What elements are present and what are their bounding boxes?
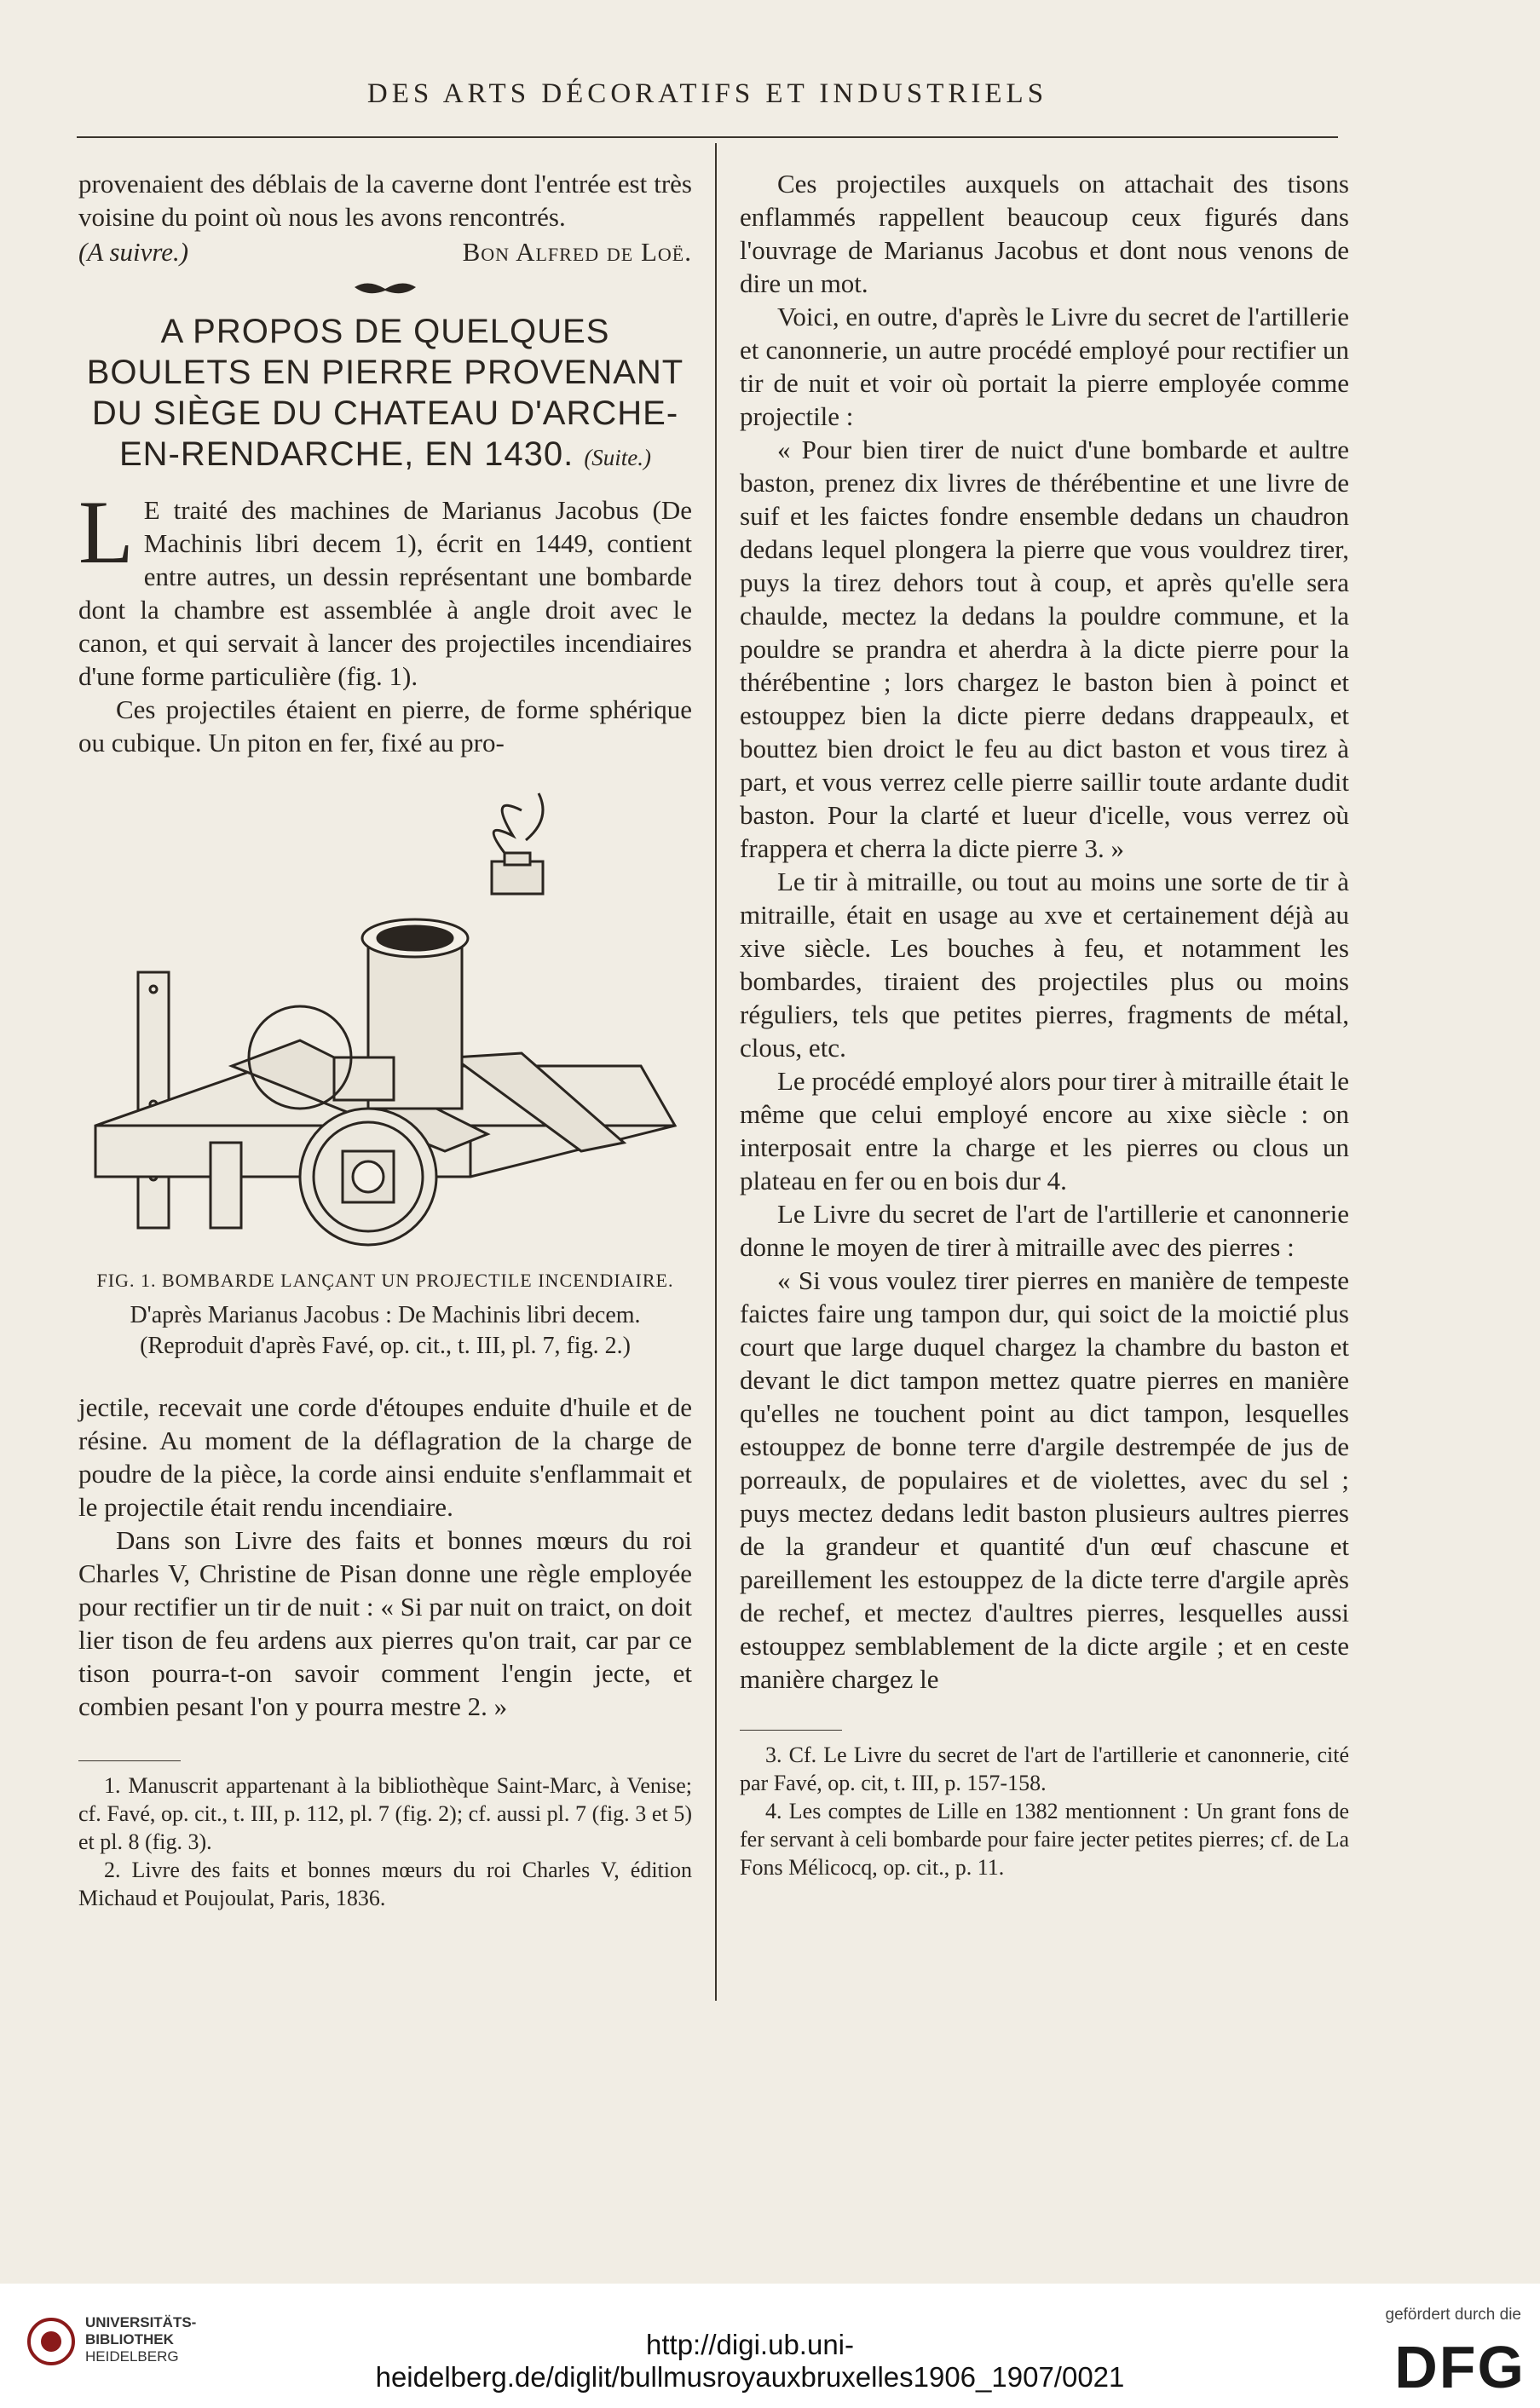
library-line-3: HEIDELBERG: [85, 2348, 179, 2365]
footnote-2: 2. Livre des faits et bonnes mœurs du roi Charles V, édition Michaud et Poujoulat, Paris, 1836.: [78, 1858, 692, 1910]
paragraph-1: [78, 482, 692, 693]
paragraph-3: jectile, recevait une corde d'étoupes enduite d'huile et de résine. Au moment de la déflagration de la charge de poudre de la pièce, la corde ainsi enduite s'enflammait et le projectile était rendu incendiaire.: [78, 1392, 692, 1522]
figure-1: [78, 776, 692, 1362]
library-name: [85, 2314, 256, 2365]
paragraph-2: Ces projectiles étaient en pierre, de forme sphérique ou cubique. Un piton en fer, fixé au pro-: [78, 694, 692, 758]
footnotes-right: [740, 1741, 1349, 1881]
right-paragraph-5: Le procédé employé alors pour tirer à mitraille était le même que celui employé encore au xixe siècle : on interposait entre la charge et les pierres ou clous un plateau en fer ou en bois dur 4.: [740, 1066, 1349, 1195]
to-be-continued: (A suivre.): [78, 237, 189, 267]
footnote-rule: [78, 1760, 181, 1761]
author-signature: Bon Alfred de Loë.: [462, 237, 692, 267]
article-title-suite: (Suite.): [584, 445, 652, 470]
column-divider: [715, 143, 717, 2001]
source-url-link[interactable]: http://digi.ub.uni-heidelberg.de/diglit/bullmusroyauxbruxelles1906_1907/0021: [375, 2329, 1125, 2393]
library-line-1: UNIVERSITÄTS-: [85, 2314, 197, 2330]
article-title: [78, 311, 692, 478]
ornament-icon: [78, 274, 692, 297]
article-title-text: A PROPOS DE QUELQUES BOULETS EN PIERRE PROVENANT DU SIÈGE DU CHATEAU D'ARCHE-EN-RENDARCHE, EN 1430.: [86, 313, 684, 473]
right-paragraph-2: Voici, en outre, d'après le Livre du secret de l'artillerie et canonnerie, un autre procédé employé pour rectifier un tir de nuit et voir où portait la pierre employée comme projectile :: [740, 302, 1349, 431]
bombarde-illustration: [78, 776, 692, 1253]
drop-cap: L: [78, 482, 134, 582]
signature-line: [78, 235, 692, 268]
paragraph-4: Dans son Livre des faits et bonnes mœurs du roi Charles V, Christine de Pisan donne une règle employée pour rectifier un tir de nuit : « Si par nuit on traict, on doit lier tison de feu ardens aux pierres qu'on trait, car par ce tison pourra-t-on savoir comment l'engin jecte, et combien pesant l'on y pourra mestre 2. »: [78, 1525, 692, 1721]
library-line-2: BIBLIOTHEK: [85, 2331, 174, 2348]
figure-caption-title: FIG. 1. BOMBARDE LANÇANT UN PROJECTILE INCENDIAIRE.: [96, 1270, 674, 1291]
footnotes-left: [78, 1771, 692, 1912]
paragraph-1-text: E traité des machines de Marianus Jacobus (De Machinis libri decem 1), écrit en 1449, contient entre autres, un dessin représentant une bombarde dont la chambre est assemblée à angle droit avec le canon, et qui servait à lancer des projectiles incendiaires d'une forme particulière (fig. 1).: [78, 495, 692, 691]
right-column: [740, 167, 1349, 1881]
right-paragraph-3: « Pour bien tirer de nuict d'une bombarde et aultre baston, prenez dix livres de thérébentine et une livre de suif et les faictes fondre ensemble dedans un chaudron dedans lequel plongera la pierre que vous vouldrez tirer, puys la tirez dehors tout à coup, et après qu'elle sera chaulde, mectez la dedans la pouldre commune, et la pouldre se prandra et aherdra à la dicte pierre pour la thérébentine ; lors chargez le baston bien à poinct et estouppez bien la dicte pierre dedans drappeaulx, et bouttez bien droict le feu au dict baston et vous tirez à part, et vous verrez celle pierre saillir toute ardante dudit baston. Pour la clarté et lueur d'icelle, vous verrez où frappera et cherra la dicte pierre 3. »: [740, 435, 1349, 863]
right-paragraph-4: Le tir à mitraille, ou tout au moins une sorte de tir à mitraille, était en usage au xve et certainement déjà au xive siècle. Les bouches à feu, et notamment les bombardes, tiraient des projectiles plus ou moins réguliers, tels que petites pierres, fragments de métal, clous, etc.: [740, 867, 1349, 1063]
footnote-rule-right: [740, 1730, 842, 1731]
right-paragraph-7: « Si vous voulez tirer pierres en manière de tempeste faictes faire ung tampon dur, qui soict de la moictié plus court que large duquel chargez la chambre du baston et devant le dict tampon mettez quatre pierres en manière qu'elles ne touchent point au dict tampon, lesquelles estouppez de bonne terre d'argile destrempée de jus de porreaulx, de populaires et de violettes, avec du sel ; puys mectez dedans ledit baston plusieurs aultres pierres de la grandeur et quantité d'un œuf chascune et pareillement les estouppez de la dicte terre d'argile après de rechef, et mectez d'aultres pierres, lesquelles aussi estouppez semblablement de la dicte argile ; et en ceste manière chargez le: [740, 1265, 1349, 1694]
right-paragraph-6: Le Livre du secret de l'art de l'artillerie et canonnerie donne le moyen de tirer à mitraille avec des pierres :: [740, 1199, 1349, 1262]
header-rule: [77, 136, 1338, 138]
figure-caption-line-1: D'après Marianus Jacobus : De Machinis libri decem.: [130, 1302, 641, 1328]
figure-caption-line-2: (Reproduit d'après Favé, op. cit., t. III, pl. 7, fig. 2.): [140, 1333, 631, 1359]
dfg-logo: DFG: [1394, 2334, 1526, 2400]
running-header: DES ARTS DÉCORATIFS ET INDUSTRIELS: [366, 78, 1048, 109]
left-column: [78, 167, 692, 1912]
footnote-3: 3. Cf. Le Livre du secret de l'art de l'artillerie et canonnerie, cité par Favé, op. cit, t. III, p. 157-158.: [740, 1743, 1349, 1795]
intro-paragraph: provenaient des déblais de la caverne dont l'entrée est très voisine du point où nous les avons rencontrés.: [78, 169, 692, 232]
right-paragraph-1: Ces projectiles auxquels on attachait des tisons enflammés rappellent beaucoup ceux figurés dans l'ouvrage de Marianus Jacobus et dont nous venons de dire un mot.: [740, 169, 1349, 298]
footnote-4: 4. Les comptes de Lille en 1382 mentionnent : Un grant fons de fer servant à celi bombarde pour faire jecter petites pierres; cf. de La Fons Mélicocq, op. cit., p. 11.: [740, 1799, 1349, 1880]
sponsor-label: gefördert durch die: [1385, 2306, 1521, 2324]
library-seal-icon: [26, 2316, 77, 2367]
footnote-1: 1. Manuscrit appartenant à la bibliothèque Saint-Marc, à Venise; cf. Favé, op. cit., t. III, p. 112, pl. 7 (fig. 2); cf. aussi pl. 7 (fig. 3 et 5) et pl. 8 (fig. 3).: [78, 1773, 692, 1854]
